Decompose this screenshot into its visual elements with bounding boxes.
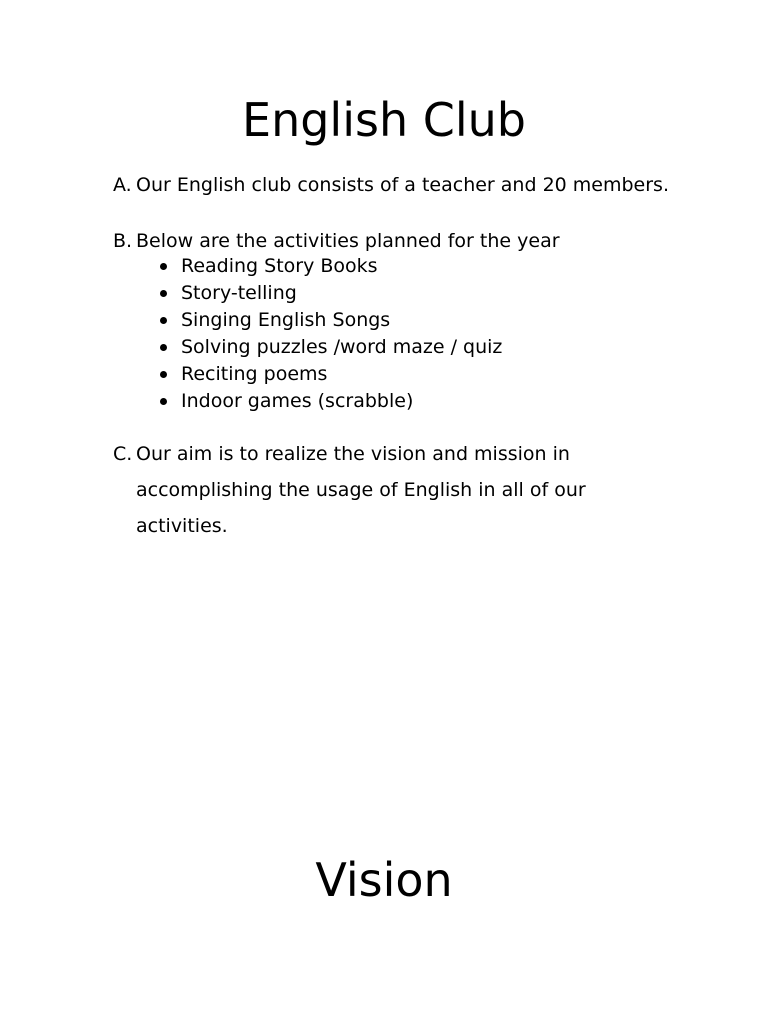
list-marker-a: A. — [113, 174, 132, 196]
activity-label: Indoor games (scrabble) — [181, 390, 414, 412]
activity-label: Story-telling — [181, 282, 297, 304]
section-heading-vision: Vision — [315, 853, 453, 907]
activity-item — [158, 334, 502, 361]
bullet-icon — [160, 317, 167, 324]
page-title: English Club — [242, 93, 526, 147]
list-marker-c: C. — [113, 443, 133, 465]
list-item-c — [113, 436, 673, 544]
activity-item — [158, 253, 502, 280]
activity-label: Singing English Songs — [181, 309, 391, 331]
list-item-b — [113, 228, 673, 254]
activity-label: Reciting poems — [181, 363, 328, 385]
list-marker-b: B. — [113, 230, 133, 252]
activity-item — [158, 307, 502, 334]
bullet-icon — [160, 371, 167, 378]
list-item-c-text: Our aim is to realize the vision and mission in accomplishing the usage of English in all of our activities. — [136, 443, 586, 537]
bullet-icon — [160, 398, 167, 405]
bullet-icon — [160, 344, 167, 351]
bullet-icon — [160, 290, 167, 297]
activity-item — [158, 280, 502, 307]
bullet-icon — [160, 263, 167, 270]
list-item-b-text: Below are the activities planned for the year — [136, 230, 560, 252]
activity-item — [158, 361, 502, 388]
list-item-a — [113, 167, 673, 203]
activity-item — [158, 388, 502, 415]
activity-label: Solving puzzles /word maze / quiz — [181, 336, 503, 358]
list-item-a-text: Our English club consists of a teacher and 20 members. — [136, 174, 669, 196]
activity-label: Reading Story Books — [181, 255, 378, 277]
activities-list — [158, 253, 502, 415]
